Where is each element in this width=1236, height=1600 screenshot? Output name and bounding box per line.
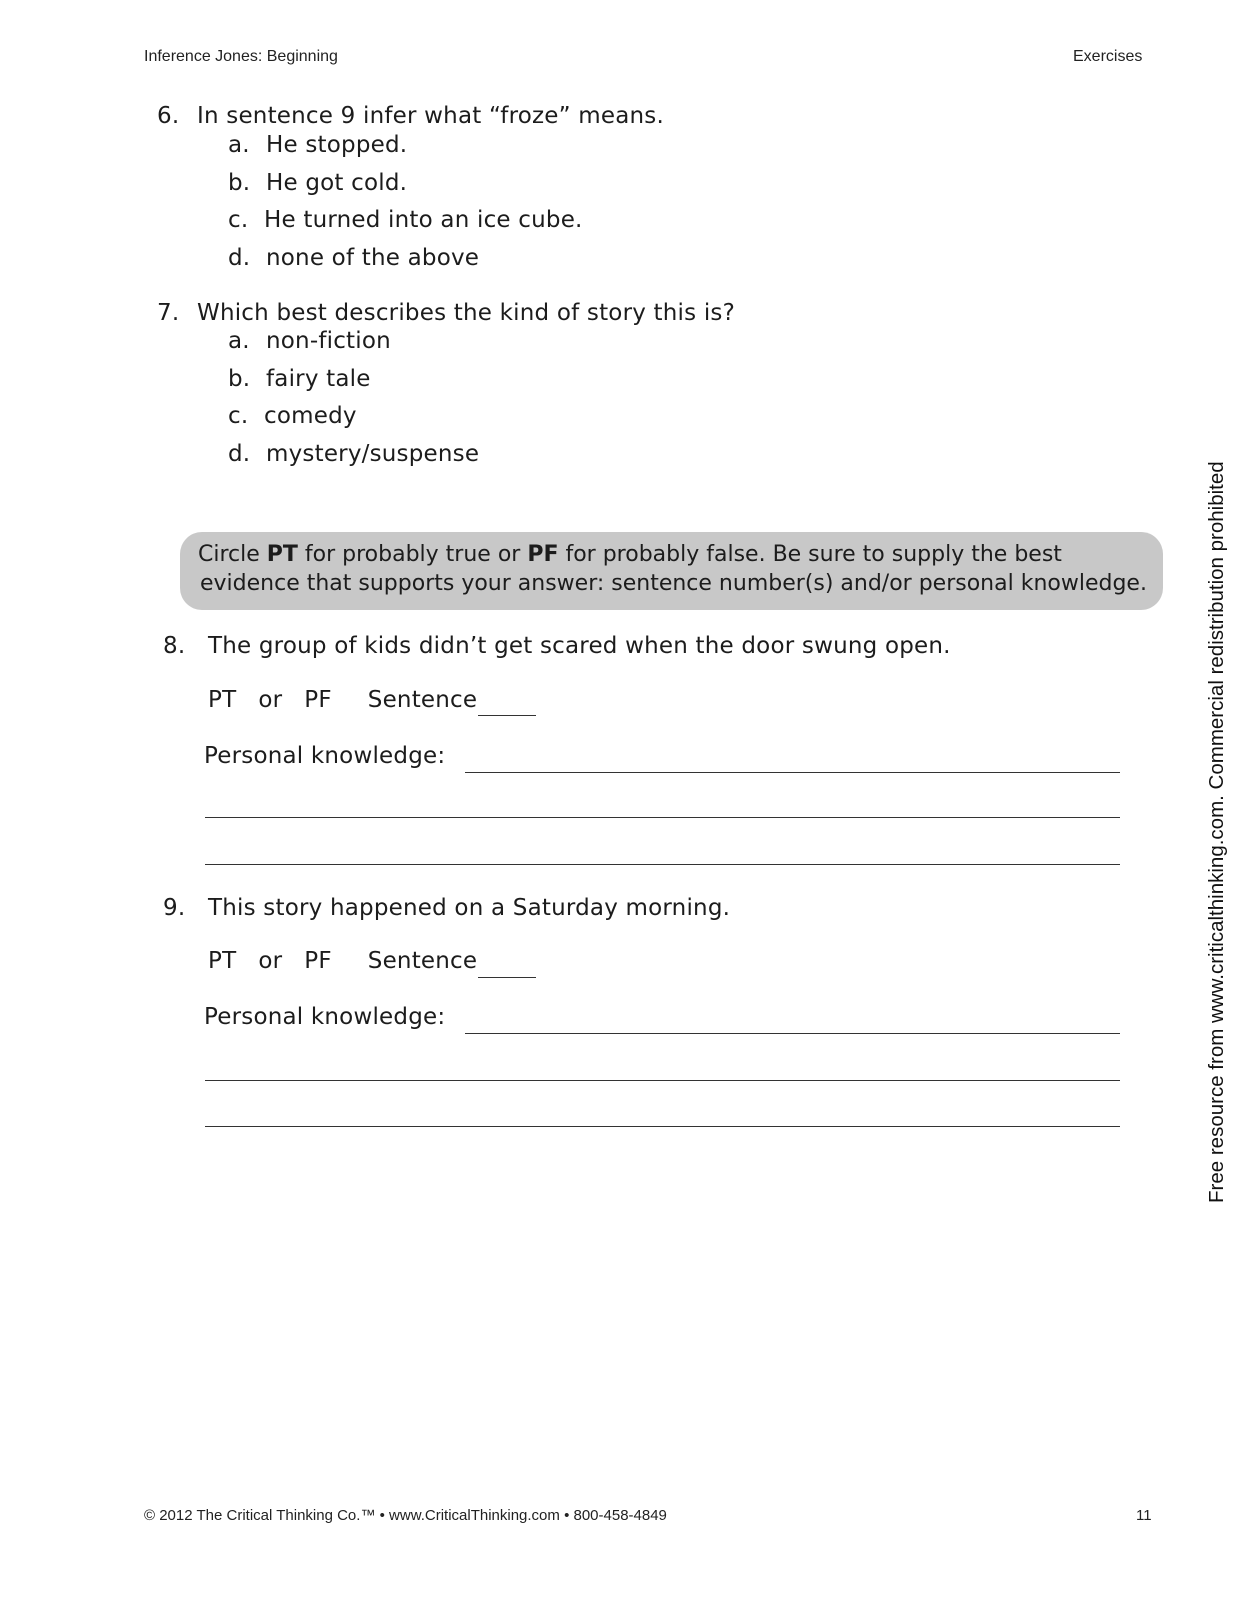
instruction-line-2: evidence that supports your answer: sentence number(s) and/or personal knowledge. [200, 571, 1147, 596]
question-number: 7. [157, 300, 180, 326]
or-label: or [258, 687, 283, 713]
instruction-pt: PT [266, 542, 298, 567]
question-number: 6. [157, 103, 180, 129]
sentence-label: Sentence [367, 687, 478, 713]
knowledge-line[interactable] [465, 1033, 1120, 1034]
option-6c[interactable] [228, 207, 583, 233]
question-7 [157, 300, 735, 326]
knowledge-label: Personal knowledge: [204, 1004, 446, 1030]
pt-choice[interactable]: PT [208, 948, 237, 974]
question-number: 8. [163, 633, 186, 659]
header-title: Inference Jones: Beginning [144, 48, 338, 65]
option-letter: c. [228, 403, 249, 429]
option-text: He stopped. [266, 132, 408, 158]
question-text: Which best describes the kind of story this is? [197, 300, 736, 326]
sentence-label: Sentence [367, 948, 478, 974]
pt-pf-row-9 [208, 948, 477, 974]
instruction-text: Circle [198, 542, 267, 567]
instruction-text: for probably true or [297, 542, 528, 567]
option-7d[interactable] [228, 441, 479, 467]
option-letter: d. [228, 441, 251, 467]
knowledge-label: Personal knowledge: [204, 743, 446, 769]
option-6b[interactable] [228, 170, 407, 196]
option-text: none of the above [266, 245, 480, 271]
option-6d[interactable] [228, 245, 479, 271]
question-text: The group of kids didn’t get scared when the door swung open. [208, 633, 951, 659]
option-7c[interactable] [228, 403, 357, 429]
option-6a[interactable] [228, 132, 407, 158]
option-text: comedy [264, 403, 357, 429]
option-letter: d. [228, 245, 251, 271]
option-letter: a. [228, 132, 250, 158]
side-notice: Free resource from www.criticalthinking.com. Commercial redistribution prohibited [1205, 461, 1228, 1203]
knowledge-line[interactable] [205, 817, 1120, 818]
question-number: 9. [163, 895, 186, 921]
option-letter: b. [228, 170, 251, 196]
knowledge-line[interactable] [465, 772, 1120, 773]
option-text: He got cold. [266, 170, 408, 196]
pf-choice[interactable]: PF [304, 687, 332, 713]
or-label: or [258, 948, 283, 974]
sentence-blank[interactable] [478, 977, 536, 978]
knowledge-line[interactable] [205, 864, 1120, 865]
question-6 [157, 103, 664, 129]
instruction-box [180, 532, 1163, 610]
option-text: fairy tale [266, 366, 371, 392]
sentence-blank[interactable] [478, 715, 536, 716]
question-text: This story happened on a Saturday morning. [208, 895, 731, 921]
header-section: Exercises [1073, 48, 1143, 65]
question-8 [163, 633, 951, 659]
question-9 [163, 895, 730, 921]
instruction-line-1 [198, 542, 1062, 567]
option-text: mystery/suspense [266, 441, 480, 467]
option-7b[interactable] [228, 366, 371, 392]
pt-choice[interactable]: PT [208, 687, 237, 713]
pf-choice[interactable]: PF [304, 948, 332, 974]
option-7a[interactable] [228, 328, 391, 354]
instruction-text: for probably false. Be sure to supply the best [558, 542, 1062, 567]
knowledge-line[interactable] [205, 1080, 1120, 1081]
pt-pf-row-8 [208, 687, 477, 713]
option-text: non-fiction [266, 328, 391, 354]
page-number: 11 [1136, 1507, 1152, 1524]
option-letter: a. [228, 328, 250, 354]
instruction-pf: PF [527, 542, 559, 567]
option-text: He turned into an ice cube. [264, 207, 583, 233]
option-letter: c. [228, 207, 249, 233]
footer-copyright: © 2012 The Critical Thinking Co.™ • www.CriticalThinking.com • 800-458-4849 [144, 1507, 667, 1524]
question-text: In sentence 9 infer what “froze” means. [197, 103, 664, 129]
knowledge-line[interactable] [205, 1126, 1120, 1127]
option-letter: b. [228, 366, 251, 392]
